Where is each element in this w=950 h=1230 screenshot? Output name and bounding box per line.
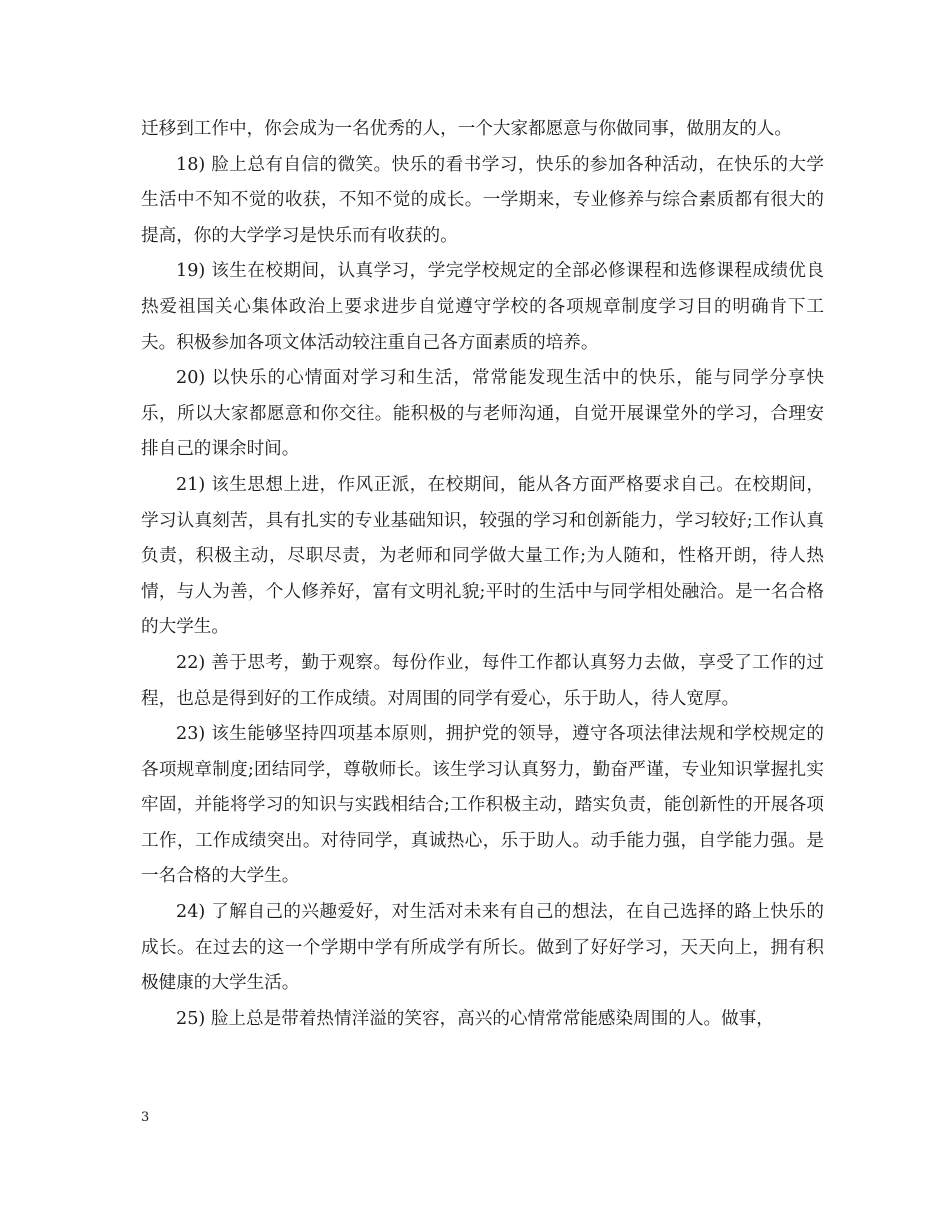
- document-body: [141, 112, 824, 1037]
- paragraph-20: 20) 以快乐的心情面对学习和生活，常常能发现生活中的快乐，能与同学分享快乐，所以大家都愿意和你交往。能积极的与老师沟通，自觉开展课堂外的学习，合理安排自己的课余时间。: [141, 368, 824, 460]
- paragraph-25: 25) 脸上总是带着热情洋溢的笑容，高兴的心情常常能感染周围的人。做事，: [176, 1008, 774, 1029]
- paragraph-17-continuation: 迁移到工作中，你会成为一名优秀的人，一个大家都愿意与你做同事，做朋友的人。: [141, 119, 792, 139]
- paragraph-19: 19) 该生在校期间，认真学习，学完学校规定的全部必修课程和选修课程成绩优良热爱祖国关心集体政治上要求进步自觉遵守学校的各项规章制度学习目的明确肯下工夫。积极参加各项文体活动较注重自己各方面素质的培养。: [141, 261, 824, 353]
- paragraph-24: 24) 了解自己的兴趣爱好，对生活对未来有自己的想法，在自己选择的路上快乐的成长。在过去的这一个学期中学有所成学有所长。做到了好好学习，天天向上，拥有积极健康的大学生活。: [141, 902, 824, 994]
- paragraph-23: 23) 该生能够坚持四项基本原则，拥护党的领导，遵守各项法律法规和学校规定的各项规章制度;团结同学，尊敬师长。该生学习认真努力，勤奋严谨，专业知识掌握扎实牢固，并能将学习的知识与实践相结合;工作积极主动，踏实负责，能创新性的开展各项工作，工作成绩突出。对待同学，真诚热心，乐于助人。动手能力强，自学能力强。是一名合格的大学生。: [141, 724, 824, 887]
- page-number: 3: [141, 1110, 150, 1125]
- paragraph-22: 22) 善于思考，勤于观察。每份作业，每件工作都认真努力去做，享受了工作的过程，也总是得到好的工作成绩。对周围的同学有爱心，乐于助人，待人宽厚。: [141, 652, 824, 709]
- paragraph-21: 21) 该生思想上进，作风正派，在校期间，能从各方面严格要求自己。在校期间，学习认真刻苦，具有扎实的专业基础知识，较强的学习和创新能力，学习较好;工作认真负责，积极主动，尽职尽责，为老师和同学做大量工作;为人随和，性格开朗，待人热情，与人为善，个人修养好，富有文明礼貌;平时的生活中与同学相处融洽。是一名合格的大学生。: [141, 474, 824, 638]
- paragraph-18: 18) 脸上总有自信的微笑。快乐的看书学习，快乐的参加各种活动，在快乐的大学生活中不知不觉的收获，不知不觉的成长。一学期来，专业修养与综合素质都有很大的提高，你的大学学习是快乐而有收获的。: [141, 154, 824, 246]
